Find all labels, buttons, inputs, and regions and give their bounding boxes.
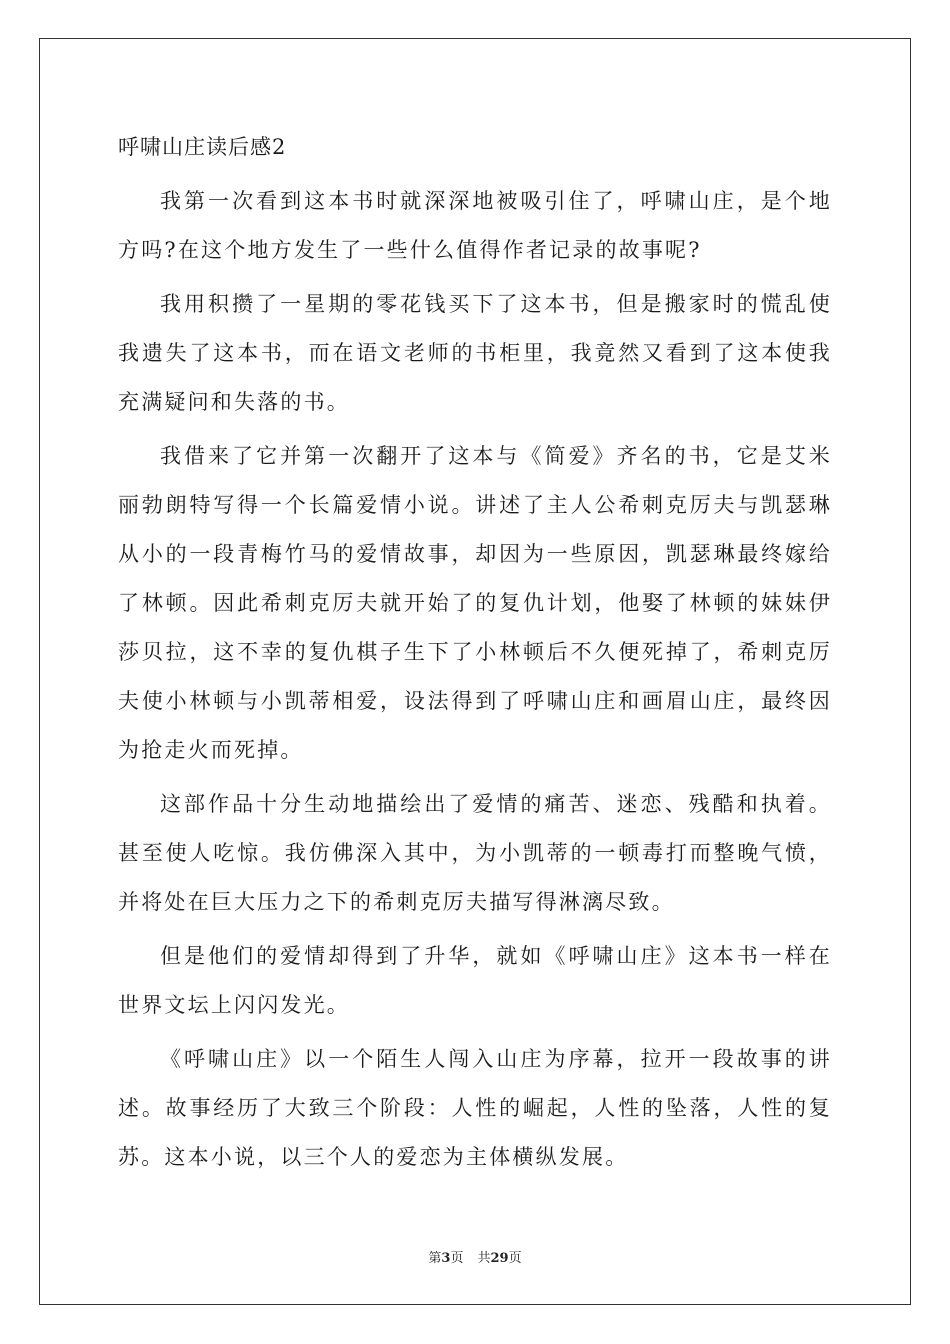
paragraph-5: 但是他们的爱情却得到了升华，就如《呼啸山庄》这本书一样在世界文坛上闪闪发光。 [118, 944, 832, 1017]
page-suffix: 页 [450, 1251, 464, 1266]
document-body [118, 127, 832, 1187]
total-suffix: 页 [508, 1251, 522, 1266]
paragraph-1: 我第一次看到这本书时就深深地被吸引住了，呼啸山庄，是个地方吗?在这个地方发生了一些什么值得作者记录的故事呢? [118, 189, 832, 262]
page-prefix: 第 [428, 1251, 442, 1266]
total-pages-number: 29 [490, 1251, 509, 1266]
page-footer [0, 1247, 950, 1266]
paragraph-4: 这部作品十分生动地描绘出了爱情的痛苦、迷恋、残酷和执着。甚至使人吃惊。我仿佛深入其中，为小凯蒂的一顿毒打而整晚气愤，并将处在巨大压力之下的希刺克厉夫描写得淋漓尽致。 [118, 792, 832, 914]
paragraph-6: 《呼啸山庄》以一个陌生人闯入山庄为序幕，拉开一段故事的讲述。故事经历了大致三个阶段：人性的崛起，人性的坠落，人性的复苏。这本小说，以三个人的爱恋为主体横纵发展。 [118, 1047, 832, 1169]
document-title: 呼啸山庄读后感2 [118, 135, 287, 159]
paragraph-3: 我借来了它并第一次翻开了这本与《简爱》齐名的书，它是艾米丽勃朗特写得一个长篇爱情小说。讲述了主人公希刺克厉夫与凯瑟琳从小的一段青梅竹马的爱情故事，却因为一些原因，凯瑟琳最终嫁给了林顿。因此希刺克厉夫就开始了的复仇计划，他娶了林顿的妹妹伊莎贝拉，这不幸的复仇棋子生下了小林顿后不久便死掉了，希刺克厉夫使小林顿与小凯蒂相爱，设法得到了呼啸山庄和画眉山庄，最终因为抢走火而死掉。 [118, 444, 832, 762]
total-prefix: 共 [477, 1251, 491, 1266]
current-page-number: 3 [441, 1251, 451, 1266]
paragraph-2: 我用积攒了一星期的零花钱买下了这本书，但是搬家时的慌乱使我遗失了这本书，而在语文老师的书柜里，我竟然又看到了这本使我充满疑问和失落的书。 [118, 292, 832, 414]
